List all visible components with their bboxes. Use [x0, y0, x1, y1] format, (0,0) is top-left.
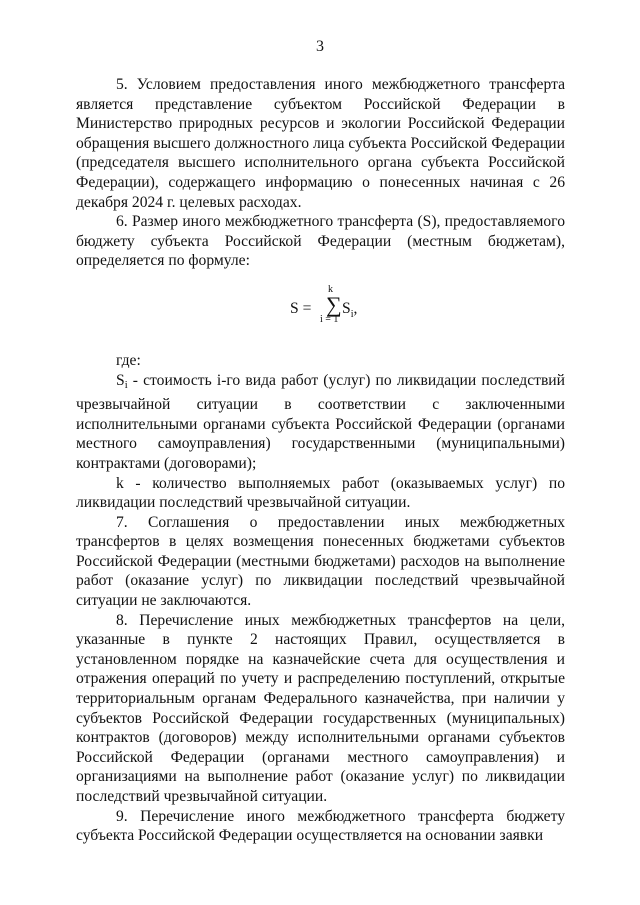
formula-lhs: S = — [290, 299, 312, 317]
formula-term-symbol: S — [342, 299, 351, 317]
paragraph-8: 8. Перечисление иных межбюджетных трансфертов на цели, указанные в пункте 2 настоящих Правил, осуществляется в установленном порядке на казначейские счета для осуществления и отражения операций по учету и распределению поступлений, открытые территориальным органам Федерального казначейства, при наличии у субъектов Российской Федерации государственных (муниципальных) контрактов (договоров) между исполнительными органами субъектов Российской Федерации (органами местного самоуправления) и организациями на выполнение работ (оказание услуг) по ликвидации последствий чрезвычайной ситуации. — [76, 611, 565, 805]
si-subscript: i — [124, 379, 128, 391]
formula-term — [342, 299, 357, 325]
si-definition-text: - стоимость i-го вида работ (услуг) по ликвидации последствий чрезвычайной ситуации в соответствии с заключенными исполнительными органами субъекта Российской Федерации (органами местного самоуправления) государственными (муниципальными) контрактами (договорами); — [76, 371, 565, 472]
page-number: 3 — [316, 38, 324, 55]
definition-si — [76, 371, 565, 474]
formula-tail: , — [353, 299, 358, 317]
formula-block — [76, 271, 565, 351]
where-label: где: — [116, 351, 141, 369]
si-symbol: S — [116, 371, 125, 389]
formula-lower-limit: i = 1 — [320, 313, 339, 325]
paragraph-6: 6. Размер иного межбюджетного трансферта (S), предоставляемого бюджету субъекта Российской Федерации (местным бюджетам), определяется по формуле: — [76, 213, 565, 270]
paragraph-9: 9. Перечисление иного межбюджетного трансферта бюджету субъекта Российской Федерации осуществляется на основании заявки — [76, 807, 565, 845]
formula-term-subscript: i — [350, 309, 354, 321]
sigma-symbol: ∑ — [326, 291, 342, 317]
paragraph-7: 7. Соглашения о предоставлении иных межбюджетных трансфертов в целях возмещения понесенных бюджетами субъектов Российской Федерации (местными бюджетами) расходов на выполнение работ (оказание услуг) по ликвидации последствий чрезвычайной ситуации не заключаются. — [76, 513, 565, 610]
document-body — [76, 75, 565, 846]
paragraph-5: 5. Условием предоставления иного межбюджетного трансферта является представление субъектом Российской Федерации в Министерство природных ресурсов и экологии Российской Федерации обращения высшего должностного лица субъекта Российской Федерации (председателя высшего исполнительного органа субъекта Российской Федерации), содержащего информацию о понесенных начиная с 26 декабря 2024 г. целевых расходах. — [76, 76, 565, 211]
definition-k: k - количество выполняемых работ (оказываемых услуг) по ликвидации последствий чрезвычайной ситуации. — [76, 474, 565, 512]
formula-upper-limit: k — [328, 283, 333, 295]
